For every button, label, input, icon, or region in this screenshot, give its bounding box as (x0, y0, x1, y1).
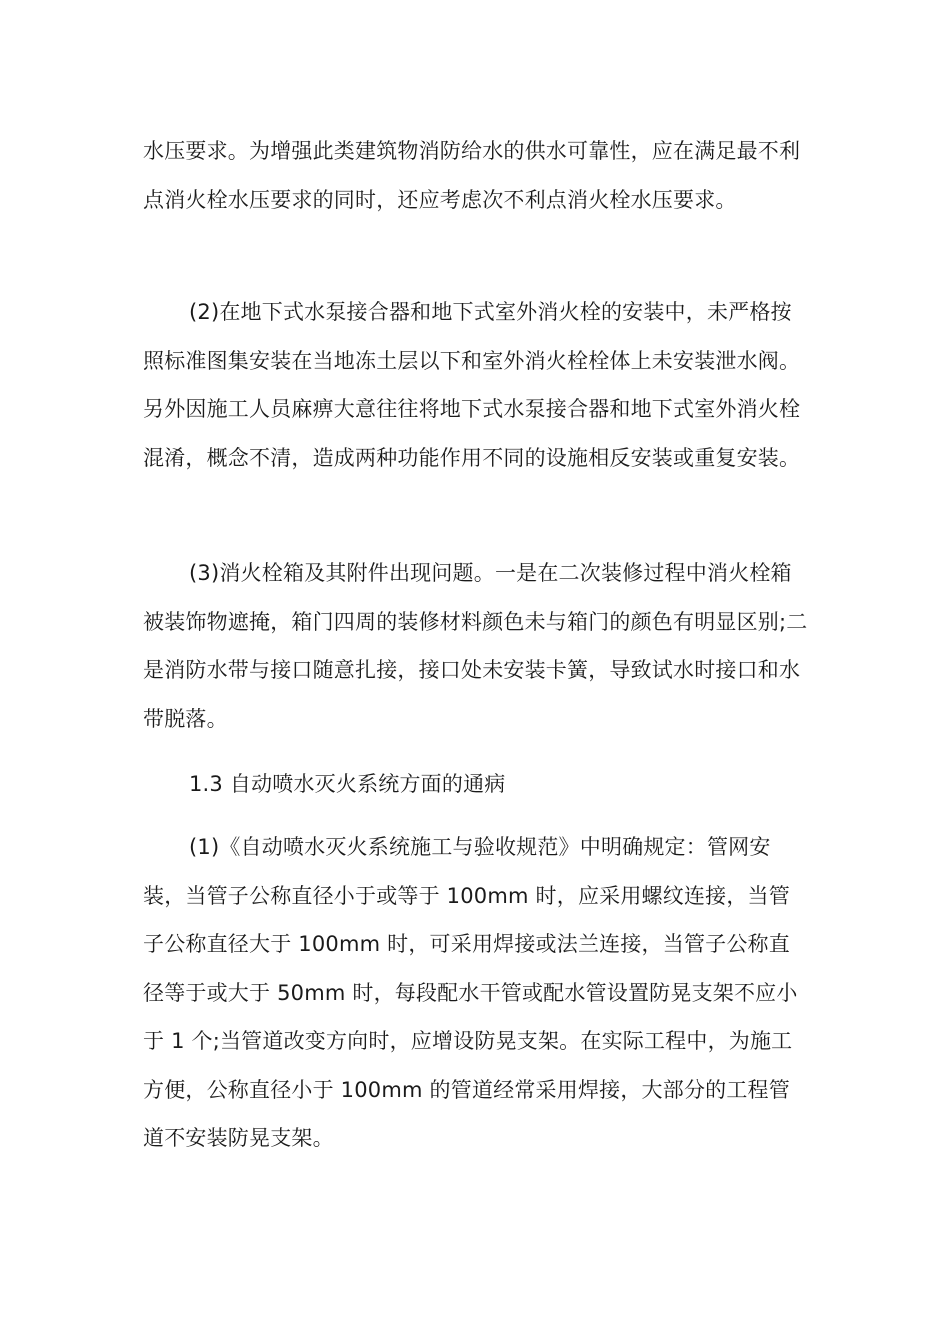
paragraph-item-1: (1)《自动喷水灭火系统施工与验收规范》中明确规定：管网安装，当管子公称直径小于或等于 100mm 时，应采用螺纹连接，当管子公称直径大于 100mm 时，可采用焊接或法兰连接，当管子公称直径等于或大于 50mm 时，每段配水干管或配水管设置防晃支架不应小于 1 个;当管道改变方向时，应增设防晃支架。在实际工程中，为施工方便，公称直径小于 100mm 的管道经常采用焊接，大部分的工程管道不安装防晃支架。 (143, 835, 798, 1150)
paragraph-continuation: 水压要求。为增强此类建筑物消防给水的供水可靠性，应在满足最不利点消火栓水压要求的同时，还应考虑次不利点消火栓水压要求。 (143, 139, 801, 212)
paragraph-item-2: (2)在地下式水泵接合器和地下式室外消火栓的安装中，未严格按照标准图集安装在当地冻土层以下和室外消火栓栓体上未安装泄水阀。另外因施工人员麻痹大意往往将地下式水泵接合器和地下式室外消火栓混淆，概念不清，造成两种功能作用不同的设施相反安装或重复安装。 (143, 300, 801, 470)
section-heading: 1.3 自动喷水灭火系统方面的通病 (189, 772, 506, 796)
paragraph-item-3: (3)消火栓箱及其附件出现问题。一是在二次装修过程中消火栓箱被装饰物遮掩，箱门四周的装修材料颜色未与箱门的颜色有明显区别;二是消防水带与接口随意扎接，接口处未安装卡簧，导致试水时接口和水带脱落。 (143, 561, 808, 731)
